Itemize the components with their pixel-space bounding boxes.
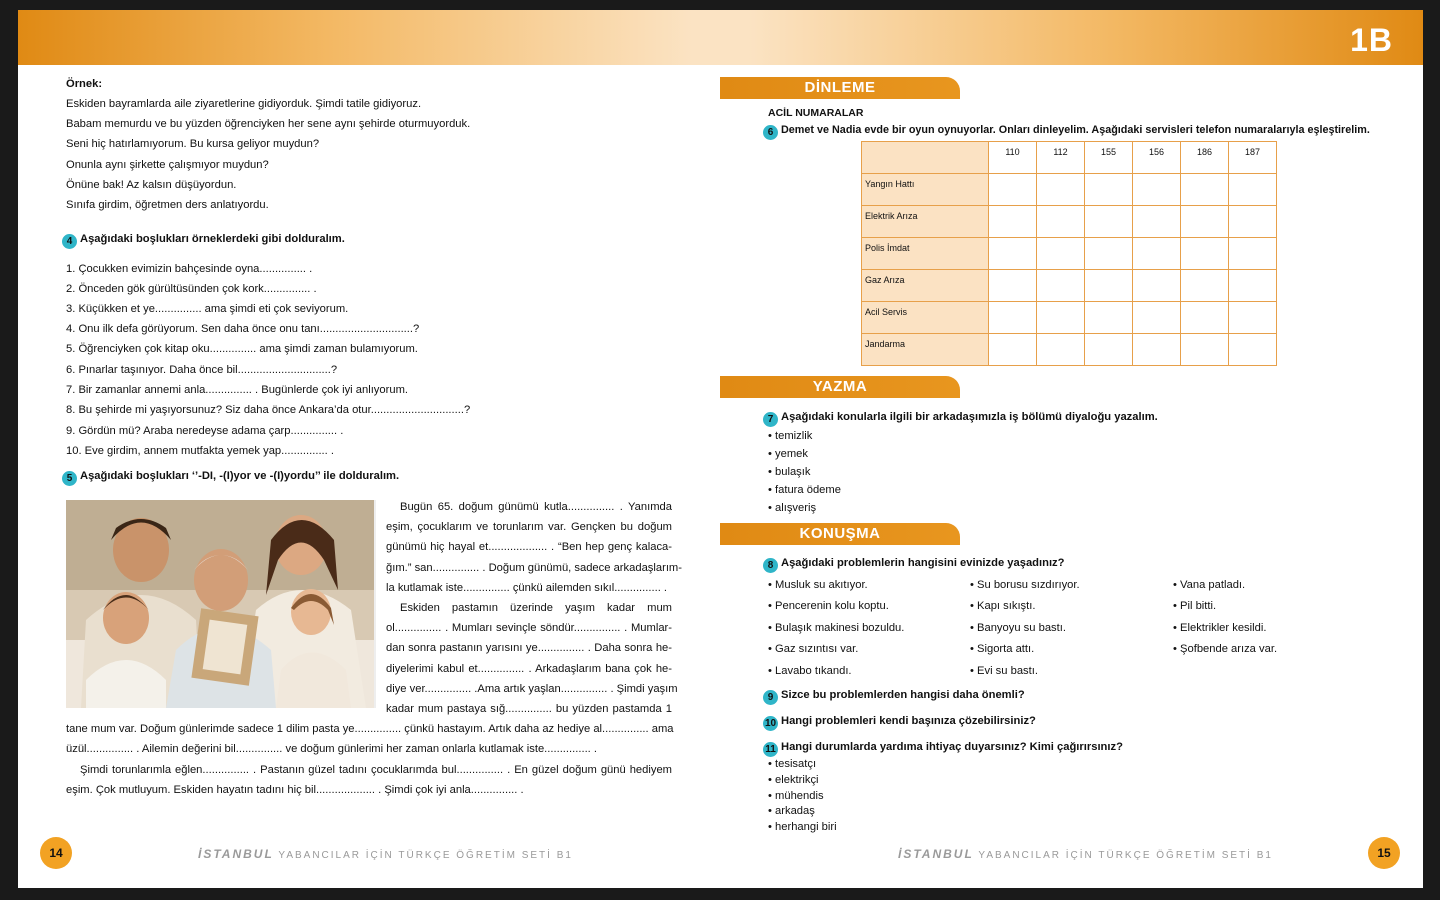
- answer-cell[interactable]: [989, 302, 1037, 334]
- answer-cell[interactable]: [1181, 238, 1229, 270]
- passage-line: Şimdi torunlarımla eğlen............... . Pastanın güzel tadını çocuklarımda bul............... . En güzel doğum günü hediyem: [80, 764, 672, 776]
- answer-cell[interactable]: [1181, 334, 1229, 366]
- number-header: 110: [989, 142, 1037, 174]
- answer-cell[interactable]: [1037, 174, 1085, 206]
- exercise-item: 5. Öğrenciyken çok kitap oku............... ama şimdi zaman bulamıyorum.: [66, 343, 418, 355]
- bullet-item: • yemek: [768, 448, 808, 460]
- section-bar-yazma: [720, 376, 960, 398]
- passage-line: ğım.” san............... . Doğum günümü, sadece arkadaşlarım-: [386, 562, 682, 574]
- passage-line: eşim, çocuklarım ve torunlarım var. Gençken bu doğum: [386, 521, 672, 533]
- table-row: [862, 270, 1277, 302]
- question-text: Aşağıdaki boşlukları örneklerdeki gibi dolduralım.: [80, 233, 345, 245]
- question-text: Aşağıdaki problemlerin hangisini evinizde yaşadınız?: [781, 557, 1065, 569]
- passage-line: eşim. Çok mutluyum. Eskiden hayatın tadını hiç bil................... . Şimdi çok iyi anla............... .: [66, 784, 524, 796]
- number-header: 155: [1085, 142, 1133, 174]
- exercise-item: 3. Küçükken et ye............... ama şimdi eti çok seviyorum.: [66, 303, 349, 315]
- exercise-item: 7. Bir zamanlar annemi anla............... . Bugünlerde çok iyi anlıyorum.: [66, 384, 408, 396]
- answer-cell[interactable]: [1181, 302, 1229, 334]
- passage-line: Bugün 65. doğum günümü kutla............... . Yanımda: [400, 501, 672, 513]
- problem-item: • Banyoyu su bastı.: [970, 622, 1066, 634]
- question-11: [763, 740, 1123, 757]
- bullet-item: • alışveriş: [768, 502, 817, 514]
- service-label: Elektrik Arıza: [862, 206, 989, 238]
- question-number-badge: 5: [62, 471, 77, 486]
- section-title: YAZMA: [812, 378, 868, 395]
- passage-line: Eskiden pastamın üzerinde yaşım kadar mum: [400, 602, 672, 614]
- problem-item: • Sigorta attı.: [970, 643, 1035, 655]
- family-birthday-photo: [66, 500, 376, 708]
- service-label: Polis İmdat: [862, 238, 989, 270]
- question-text: Hangi problemleri kendi başınıza çözebilirsiniz?: [781, 715, 1036, 727]
- photo-illustration: [66, 500, 376, 708]
- question-number-badge: 6: [763, 125, 778, 140]
- exercise-item: 4. Onu ilk defa görüyorum. Sen daha önce onu tanı..............................?: [66, 323, 420, 335]
- table-row: [862, 238, 1277, 270]
- problem-item: • Lavabo tıkandı.: [768, 665, 852, 677]
- header-band: [18, 10, 1423, 65]
- answer-cell[interactable]: [1085, 206, 1133, 238]
- number-header: 186: [1181, 142, 1229, 174]
- table-row: [862, 302, 1277, 334]
- answer-cell[interactable]: [1229, 334, 1277, 366]
- number-header: 156: [1133, 142, 1181, 174]
- question-10: [763, 714, 1036, 731]
- problem-item: • Musluk su akıtıyor.: [768, 579, 868, 591]
- question-number-badge: 4: [62, 234, 77, 249]
- question-number-badge: 10: [764, 718, 777, 729]
- bullet-item: • bulaşık: [768, 466, 811, 478]
- question-number-badge: 11: [763, 742, 778, 757]
- footer-series-left: [198, 847, 573, 861]
- problem-item: • Vana patladı.: [1173, 579, 1246, 591]
- example-line: Önüne bak! Az kalsın düşüyordun.: [66, 179, 237, 191]
- answer-cell[interactable]: [1085, 174, 1133, 206]
- service-label: Gaz Arıza: [862, 270, 989, 302]
- problem-item: • Su borusu sızdırıyor.: [970, 579, 1080, 591]
- answer-cell[interactable]: [1037, 302, 1085, 334]
- section-bar-dinleme: [720, 77, 960, 99]
- table-corner-cell: [862, 142, 989, 174]
- bullet-item: • fatura ödeme: [768, 484, 841, 496]
- question-9: [763, 688, 1025, 705]
- question-text: Sizce bu problemlerden hangisi daha önemli?: [781, 689, 1025, 701]
- question-text: Hangi durumlarda yardıma ihtiyaç duyarsınız? Kimi çağırırsınız?: [781, 741, 1123, 753]
- answer-cell[interactable]: [1085, 238, 1133, 270]
- answer-cell[interactable]: [1037, 238, 1085, 270]
- answer-cell[interactable]: [1229, 174, 1277, 206]
- section-bar-konusma: [720, 523, 960, 545]
- section-title: DİNLEME: [804, 79, 876, 96]
- exercise-item: 9. Gördün mü? Araba neredeyse adama çarp............... .: [66, 425, 344, 437]
- answer-cell[interactable]: [1133, 270, 1181, 302]
- answer-cell[interactable]: [1133, 238, 1181, 270]
- answer-cell[interactable]: [1085, 334, 1133, 366]
- unit-badge: 1B: [1350, 22, 1393, 58]
- footer-series: YABANCILAR İÇİN TÜRKÇE ÖĞRETİM SETİ B1: [978, 850, 1273, 861]
- footer-brand: İSTANBUL: [898, 847, 974, 861]
- exercise-item: 6. Pınarlar taşınıyor. Daha önce bil..............................?: [66, 364, 338, 376]
- footer-series: YABANCILAR İÇİN TÜRKÇE ÖĞRETİM SETİ B1: [278, 850, 573, 861]
- answer-cell[interactable]: [1181, 270, 1229, 302]
- passage-line: günümü hiç hayal et................... . “Ben hep genç kalaca-: [386, 541, 672, 553]
- answer-cell[interactable]: [1037, 270, 1085, 302]
- question-number-badge: 9: [763, 690, 778, 705]
- question-5: [62, 469, 399, 486]
- answer-cell[interactable]: [1229, 270, 1277, 302]
- footer-brand: İSTANBUL: [198, 847, 274, 861]
- bullet-item: • herhangi biri: [768, 821, 837, 833]
- answer-cell[interactable]: [989, 206, 1037, 238]
- answer-cell[interactable]: [989, 334, 1037, 366]
- answer-cell[interactable]: [989, 238, 1037, 270]
- answer-cell[interactable]: [1229, 206, 1277, 238]
- answer-cell[interactable]: [1085, 302, 1133, 334]
- bullet-item: • temizlik: [768, 430, 813, 442]
- table-header-row: [862, 142, 1277, 174]
- answer-cell[interactable]: [1181, 206, 1229, 238]
- problem-item: • Gaz sızıntısı var.: [768, 643, 859, 655]
- example-line: Babam memurdu ve bu yüzden öğrenciyken her sene aynı şehirde oturmuyorduk.: [66, 118, 471, 130]
- problem-item: • Evi su bastı.: [970, 665, 1038, 677]
- bullet-item: • elektrikçi: [768, 774, 819, 786]
- passage-line: la kutlamak iste............... çünkü ailemden sıkıl............... .: [386, 582, 668, 594]
- service-label: Yangın Hattı: [862, 174, 989, 206]
- problem-item: • Kapı sıkıştı.: [970, 600, 1036, 612]
- answer-cell[interactable]: [1133, 334, 1181, 366]
- bullet-item: • arkadaş: [768, 805, 815, 817]
- bullet-item: • tesisatçı: [768, 758, 817, 770]
- passage-line: tane mum var. Doğum günlerimde sadece 1 dilim pasta ye............... çünkü hastayım. Artık daha az hediye al............... ama: [66, 723, 674, 735]
- question-number-badge: 7: [763, 412, 778, 427]
- example-line: Eskiden bayramlarda aile ziyaretlerine gidiyorduk. Şimdi tatile gidiyoruz.: [66, 98, 422, 110]
- number-header: 112: [1037, 142, 1085, 174]
- example-line: Sınıfa girdim, öğretmen ders anlatıyordu.: [66, 199, 269, 211]
- answer-cell[interactable]: [1133, 206, 1181, 238]
- passage-line: diyelerimi kabul et............... . Arkadaşlarım bana çok he-: [386, 663, 672, 675]
- question-6: [763, 123, 1370, 140]
- example-line: Seni hiç hatırlamıyorum. Bu kursa geliyor muydun?: [66, 138, 320, 150]
- answer-cell[interactable]: [1133, 302, 1181, 334]
- question-text: Aşağıdaki konularla ilgili bir arkadaşımızla iş bölümü diyaloğu yazalım.: [781, 411, 1158, 423]
- table-row: [862, 206, 1277, 238]
- problem-item: • Pil bitti.: [1173, 600, 1217, 612]
- service-label: Jandarma: [862, 334, 989, 366]
- matching-table: [861, 141, 1277, 366]
- section-title: KONUŞMA: [799, 525, 881, 542]
- question-text: Aşağıdaki boşlukları ‘’-DI, -(I)yor ve -(I)yordu’’ ile dolduralım.: [80, 470, 400, 482]
- passage-line: dan sonra pastanın yarısını ye............... . Daha sonra he-: [386, 642, 672, 654]
- answer-cell[interactable]: [1037, 334, 1085, 366]
- table-row: [862, 334, 1277, 366]
- question-7: [763, 410, 1158, 427]
- exercise-item: 10. Eve girdim, annem mutfakta yemek yap............... .: [66, 445, 334, 457]
- example-line: Onunla aynı şirkette çalışmıyor muydun?: [66, 159, 269, 171]
- problem-item: • Bulaşık makinesi bozuldu.: [768, 622, 905, 634]
- page-number-left: 14: [40, 837, 72, 869]
- exercise-item: 2. Önceden gök gürültüsünden çok kork............... .: [66, 283, 317, 295]
- problem-item: • Şofbende arıza var.: [1173, 643, 1278, 655]
- page-number-right: 15: [1368, 837, 1400, 869]
- passage-line: ol............... . Mumları sevinçle söndür............... . Mumlar-: [386, 622, 672, 634]
- question-4: [62, 232, 345, 249]
- passage-line: kadar mum pastaya sığ............... bu yüzden pastamda 1: [386, 703, 672, 715]
- question-text: Demet ve Nadia evde bir oyun oynuyorlar. Onları dinleyelim. Aşağıdaki servisleri telefon numaralarıyla eşleştirelim.: [781, 124, 1370, 136]
- question-8: [763, 556, 1065, 573]
- example-title: Örnek:: [66, 78, 103, 90]
- service-label: Acil Servis: [862, 302, 989, 334]
- question-number-badge: 8: [763, 558, 778, 573]
- problem-item: • Pencerenin kolu koptu.: [768, 600, 889, 612]
- table-row: [862, 174, 1277, 206]
- answer-cell[interactable]: [1037, 206, 1085, 238]
- bullet-item: • mühendis: [768, 790, 824, 802]
- answer-cell[interactable]: [989, 174, 1037, 206]
- passage-line: üzül............... . Ailemin değerini bil............... ve doğum günlerimi her zaman onlarla kutlamak iste............... .: [66, 743, 598, 755]
- answer-cell[interactable]: [1229, 238, 1277, 270]
- exercise-item: 8. Bu şehirde mi yaşıyorsunuz? Siz daha önce Ankara’da otur..............................?: [66, 404, 471, 416]
- number-header: 187: [1229, 142, 1277, 174]
- answer-cell[interactable]: [1181, 174, 1229, 206]
- answer-cell[interactable]: [1133, 174, 1181, 206]
- exercise-item: 1. Çocukken evimizin bahçesinde oyna............... .: [66, 263, 313, 275]
- answer-cell[interactable]: [989, 270, 1037, 302]
- book-spread: [18, 10, 1423, 888]
- answer-cell[interactable]: [1229, 302, 1277, 334]
- subsection-title: ACİL NUMARALAR: [768, 107, 864, 119]
- answer-cell[interactable]: [1085, 270, 1133, 302]
- problem-item: • Elektrikler kesildi.: [1173, 622, 1267, 634]
- passage-line: diye ver............... .Ama artık yaşlan............... . Şimdi yaşım: [386, 683, 678, 695]
- footer-series-right: [898, 847, 1273, 861]
